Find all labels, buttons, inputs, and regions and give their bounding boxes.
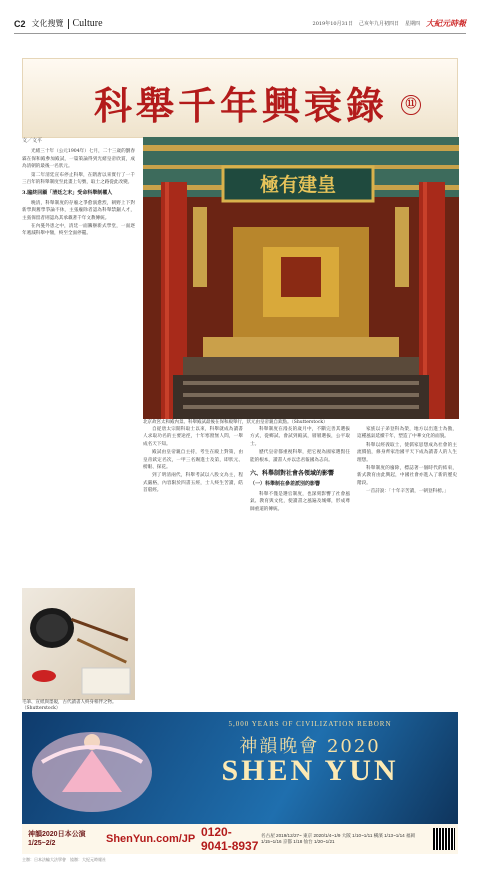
shen-yun-advertisement[interactable] — [22, 712, 458, 854]
body-paragraph: 到了明清兩代，科舉考試以八股文為主，程式嚴格，內容限於四書五經，士人終生苦讀，皓首窮經。 — [143, 473, 243, 494]
lunar-date: 己亥年九月初四日 — [358, 21, 399, 27]
qr-code-icon[interactable] — [433, 828, 455, 850]
photo-caption: 北京故宮太和殿內景。科舉殿試最後在保和殿舉行，狀元由皇帝親自欽點。（Shutterstock） — [143, 420, 328, 425]
weekday: 星期四 — [404, 21, 420, 27]
ad-footer: 主辦：日本法輪大法學會 協辦：大紀元時報社 — [22, 857, 106, 862]
intro-column — [22, 138, 135, 239]
section-subheading: （一）科舉制在參差派別的影響 — [250, 481, 321, 488]
body-paragraph: 科舉制度的廢除，標誌著一個時代的結束，新式教育由此興起，中國社會亦進入了新的歷史階段。 — [357, 466, 457, 486]
article-column-4 — [357, 426, 457, 497]
ad-tagline: 5,000 YEARS OF CIVILIZATION REBORN — [228, 720, 392, 728]
article-column-3 — [250, 426, 350, 514]
body-paragraph: 科舉制度在漫長的歲月中，不斷完善其選拔方式，從鄉試、會試到殿試，層層選拔，公平取士。 — [250, 427, 350, 447]
ink-brush-illustration — [22, 588, 135, 700]
ad-venues: 名古屋 2019/12/27~ 東京 2020/1/4~1/9 大阪 1/10~1/11 橫濱 1/13~1/14 福岡 1/15~1/16 京都 1/18 仙台 1/20~1/21 — [261, 833, 416, 844]
ad-info-bar — [22, 824, 458, 854]
body-paragraph: 家族以子弟登科為榮，地方以出進士為傲，這種風氣延續千年，塑造了中華文化的面貌。 — [357, 427, 457, 440]
body-paragraph: 科舉以經義取士，使儒家思想成為社會的主流價值，修身齊家治國平天下成為讀書人的人生理想。 — [357, 442, 457, 463]
ad-website-link[interactable]: ShenYun.com/JP — [106, 833, 196, 845]
intro-paragraph: 第二年清廷宣布停止科舉，在隋唐以來實行了一千三百年的科舉制度至此畫上句號，取士之路從此改變。 — [22, 172, 135, 186]
ink-brush-photo — [22, 588, 135, 700]
palace-photo — [143, 137, 459, 419]
title-banner — [22, 58, 458, 138]
header-meta — [313, 18, 466, 29]
page-number: C2 — [14, 18, 26, 29]
dancer-illustration — [22, 712, 162, 824]
ad-date-line: 神韻2020日本公演 1/25~2/2 — [28, 831, 86, 847]
header-divider — [68, 19, 69, 29]
body-paragraph: 科舉不僅是選官制度，也深刻影響了社會風氣、教育與文化，使讀書之風遍及城鄉，形成尊師重道的傳統。 — [250, 491, 350, 512]
ad-phone[interactable]: 0120-9041-8937 — [201, 825, 259, 853]
body-paragraph: 殿試由皇帝親自主持，考生在殿上對策，由皇帝欽定名次，一甲三名賜進士及第，即狀元、榜眼、探花。 — [143, 450, 243, 471]
byline: 文／文平 — [22, 138, 43, 144]
section-name-cn: 文化搜覽 — [31, 19, 64, 28]
page-header — [14, 14, 466, 34]
body-paragraph: 一首詩說：「十年辛苦讀，一朝登科榜。」 — [366, 489, 449, 495]
body-paragraph: 晚清，科舉制度的存廢之爭愈演愈烈，朝野上下對新學與舊學爭論不休，主張廢除者認為科舉禁錮人才，主張保留者則認為其承載著千年文教傳統。 — [22, 200, 135, 221]
series-number: ⑪ — [401, 95, 421, 115]
article-title: 科舉千年興衰錄 — [93, 83, 388, 128]
ad-title-en: SHEN YUN — [221, 754, 399, 787]
section-name-en: Culture — [72, 18, 103, 29]
section-heading: 六、科舉制對社會各領域的影響 — [250, 470, 335, 478]
body-paragraph: 自從唐太宗開科取士以來，科舉就成為讀書人求取功名的主要途徑，十年寒窗無人問，一舉成名天下知。 — [143, 427, 243, 447]
svg-text:極有建皇: 極有建皇 — [259, 174, 337, 196]
intro-paragraph: 光緒三十年（公元1904年）七月，二十三歲的劉春霖在保和殿參加殿試，一篇策論得到光緒皇帝欣賞，成為清朝的最後一名狀元。 — [22, 149, 135, 170]
body-paragraph: 在內憂外患之中，清廷一面籌辦新式學堂，一面逐年遞減科舉中額，終至全面停罷。 — [22, 224, 135, 237]
ad-title-cn: 神韻晚會 2020 — [239, 736, 381, 757]
palace-illustration — [143, 137, 459, 419]
newspaper-logo: 大紀元時報 — [426, 18, 466, 28]
ink-photo-caption: 毛筆、宣紙與墨硯，古代讀書人終身相伴之物。（Shutterstock） — [22, 700, 117, 711]
body-paragraph: 歷代皇帝都重視科舉，把它視為國家選賢任能的根本，讀書人亦以忠君報國為志向。 — [250, 450, 350, 463]
article-column-2 — [143, 426, 243, 496]
article-subhead: 3.臨終回顧「清廷之末」受命科舉制權人 — [22, 190, 113, 197]
issue-date: 2019年10月31日 — [312, 21, 353, 27]
